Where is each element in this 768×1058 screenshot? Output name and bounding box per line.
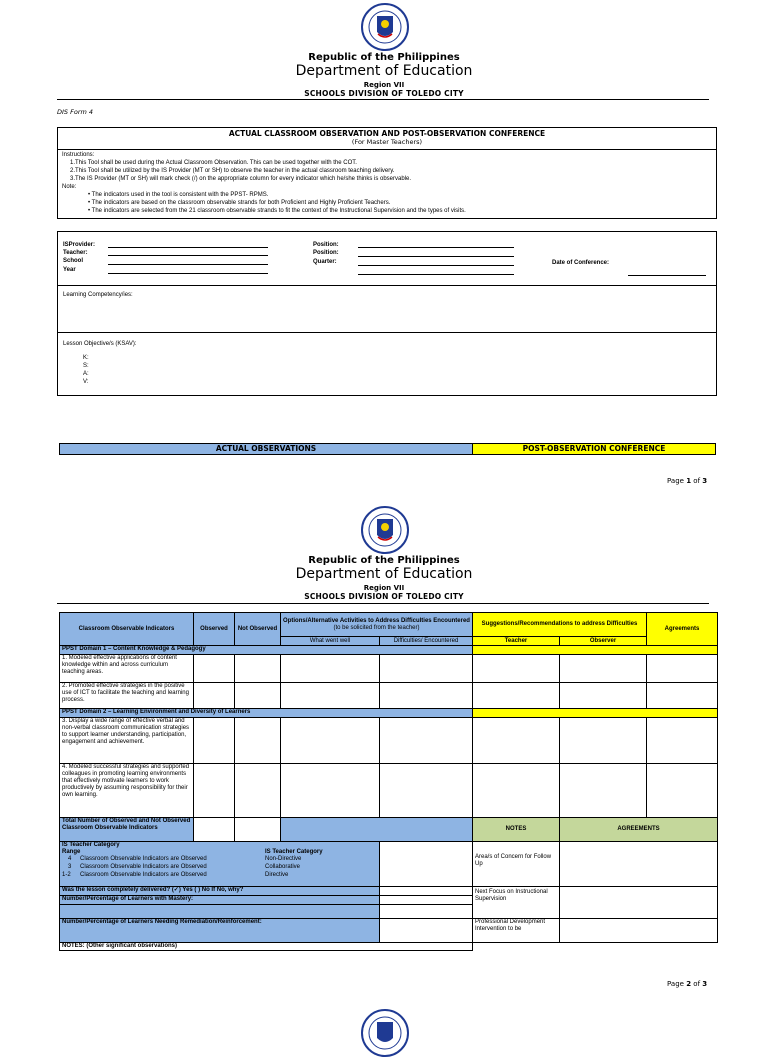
range-row-text: Classroom Observable Indicators are Observed bbox=[80, 872, 207, 878]
region-heading: Region VII bbox=[363, 584, 405, 592]
observer-cell[interactable] bbox=[560, 683, 647, 709]
department-heading: Department of Education bbox=[295, 566, 473, 582]
range-row-text: Classroom Observable Indicators are Observed bbox=[80, 856, 207, 862]
instruction-item: 3.The IS Provider (MT or SH) will mark check (/) on the appropriate column for every indicator which he/she thinks is observable. bbox=[70, 176, 412, 182]
observer-cell[interactable] bbox=[560, 655, 647, 683]
not-observed-cell[interactable] bbox=[235, 683, 281, 709]
division-heading: SCHOOLS DIVISION OF TOLEDO CITY bbox=[304, 89, 464, 98]
details-box bbox=[57, 231, 717, 396]
agreements-cell[interactable] bbox=[647, 718, 718, 764]
indicator-2: 2. Promoted effective strategies in the positive use of ICT to facilitate the teaching and learning process. bbox=[60, 683, 194, 709]
school-label: School bbox=[63, 258, 84, 264]
year-label: Year bbox=[63, 267, 76, 273]
total-indicators-label: Total Number of Observed and Not Observed Classroom Observable Indicators bbox=[60, 818, 194, 842]
teacher-cell[interactable] bbox=[473, 683, 560, 709]
quarter-field-line[interactable] bbox=[358, 274, 514, 275]
indicator-4: 4. Modeled successful strategies and supported colleagues in promoting learning environments that effectively motivate learners to work productively by assuming responsibility for their own learning. bbox=[60, 764, 194, 818]
mastery-field[interactable] bbox=[380, 896, 473, 905]
page-number: Page 1 of 3 bbox=[667, 477, 708, 485]
category-label: IS Teacher Category bbox=[265, 849, 323, 855]
department-heading: Department of Education bbox=[295, 63, 473, 79]
observer-cell[interactable] bbox=[560, 764, 647, 818]
notes-other-blank bbox=[473, 943, 718, 951]
range-row-category: Collaborative bbox=[265, 864, 301, 870]
form-subtitle: (For Master Teachers) bbox=[351, 138, 423, 146]
col-difficulties-header: Difficulties/ Encountered bbox=[380, 637, 473, 646]
areas-concern-field[interactable] bbox=[560, 842, 718, 887]
ksav-a: A: bbox=[83, 371, 89, 377]
went-well-cell[interactable] bbox=[281, 718, 380, 764]
instructions-label: Instructions: bbox=[62, 152, 95, 158]
learning-competency-label: Learning Competency/ies: bbox=[63, 292, 133, 298]
position-field[interactable] bbox=[358, 256, 514, 257]
col-not-observed-header: Not Observed bbox=[235, 613, 281, 646]
note-item: • The indicators are based on the classroom observable strands for both Proficient and Highly Proficient Teachers. bbox=[88, 200, 391, 206]
range-row-text: Classroom Observable Indicators are Observed bbox=[80, 864, 207, 870]
year-field[interactable] bbox=[108, 273, 268, 274]
notes-other-label: NOTES: (Other significant observations) bbox=[60, 943, 473, 951]
category-title: IS Teacher Category bbox=[62, 842, 120, 848]
form-code: DIS Form 4 bbox=[57, 108, 94, 116]
instruction-item: 1.This Tool shall be used during the Actual Classroom Observation. This can be used together with the COT. bbox=[70, 160, 357, 166]
form-title: ACTUAL CLASSROOM OBSERVATION AND POST-OBSERVATION CONFERENCE bbox=[228, 129, 546, 138]
remediation-field[interactable] bbox=[380, 919, 473, 943]
range-label: Range bbox=[62, 849, 81, 855]
domain2-row-yellow bbox=[473, 709, 718, 718]
range-row-category: Non-Directive bbox=[265, 856, 302, 862]
col-suggestions-header: Suggestions/Recommendations to address Difficulties bbox=[473, 613, 647, 637]
position-label: Position: bbox=[313, 250, 339, 256]
quarter-label: Quarter: bbox=[313, 259, 337, 265]
teacher-cell[interactable] bbox=[473, 764, 560, 818]
total-blank-cell bbox=[281, 818, 473, 842]
republic-heading: Republic of the Philippines bbox=[308, 555, 460, 566]
col-observer-header: Observer bbox=[560, 637, 647, 646]
difficulties-cell[interactable] bbox=[380, 718, 473, 764]
remediation-label: Number/Percentage of Learners Needing Remediation/Reinforcement: bbox=[60, 919, 380, 943]
note-item: • The indicators used in the tool is consistent with the PPST- RPMS. bbox=[88, 192, 269, 198]
went-well-cell[interactable] bbox=[281, 655, 380, 683]
mastery-field-extra[interactable] bbox=[380, 905, 473, 919]
teacher-category-cell: IS Teacher Category Range IS Teacher Category 4 Classroom Observable Indicators are Observed Non-Directive 3 Classroom Observable Indicators are Observed Collaborative 1-2 Classroom Observable Indicators are Observed Directive bbox=[60, 842, 380, 887]
lesson-delivered-answer[interactable] bbox=[380, 887, 473, 896]
observed-cell[interactable] bbox=[194, 718, 235, 764]
division-heading: SCHOOLS DIVISION OF TOLEDO CITY bbox=[304, 592, 464, 601]
prof-dev-label: Professional Development Intervention to be bbox=[473, 919, 560, 943]
went-well-cell[interactable] bbox=[281, 683, 380, 709]
ksav-v: V: bbox=[83, 379, 89, 385]
col-agreements-header: Agreements bbox=[647, 613, 718, 646]
areas-concern-label: Area/s of Concern for Follow Up bbox=[473, 842, 560, 887]
difficulties-cell[interactable] bbox=[380, 764, 473, 818]
observed-cell[interactable] bbox=[194, 655, 235, 683]
observation-table bbox=[59, 612, 718, 951]
agreements-cell[interactable] bbox=[647, 683, 718, 709]
mastery-label: Number/Percentage of Learners with Mastery: bbox=[60, 896, 380, 905]
col-teacher-header: Teacher bbox=[473, 637, 560, 646]
position-field[interactable] bbox=[358, 247, 514, 248]
quarter-field[interactable] bbox=[358, 265, 514, 266]
actual-observations-band: ACTUAL OBSERVATIONS bbox=[59, 443, 473, 455]
deped-seal-icon bbox=[360, 2, 410, 52]
post-observation-band: POST-OBSERVATION CONFERENCE bbox=[472, 443, 716, 455]
ksav-s: S: bbox=[83, 363, 89, 369]
domain1-row-yellow bbox=[473, 646, 718, 655]
col-options-header: Options/Alternative Activities to Address Difficulties Encountered (to be solicited from the teacher) bbox=[281, 613, 473, 637]
prof-dev-field[interactable] bbox=[560, 919, 718, 943]
date-conference-label: Date of Conference: bbox=[552, 260, 610, 266]
col-indicators-header: Classroom Observable Indicators bbox=[60, 613, 194, 646]
agreements-cell[interactable] bbox=[647, 655, 718, 683]
not-observed-cell[interactable] bbox=[235, 718, 281, 764]
total-observed-cell[interactable] bbox=[194, 818, 235, 842]
deped-seal-icon bbox=[360, 505, 410, 555]
republic-heading: Republic of the Philippines bbox=[308, 52, 460, 63]
col-went-well-header: What went well bbox=[281, 637, 380, 646]
next-focus-label: Next Focus on Instructional Supervision bbox=[473, 887, 560, 919]
domain1-row: PPST Domain 1 – Content Knowledge & Pedagogy bbox=[60, 646, 473, 655]
range-row-category: Directive bbox=[265, 872, 289, 878]
total-not-observed-cell[interactable] bbox=[235, 818, 281, 842]
went-well-cell[interactable] bbox=[281, 764, 380, 818]
difficulties-cell[interactable] bbox=[380, 655, 473, 683]
instruction-item: 2.This Tool shall be utilized by the IS Provider (MT or SH) to observe the teacher in the actual classroom teaching delivery. bbox=[70, 168, 395, 174]
mastery-blank bbox=[60, 905, 380, 919]
instructions-box bbox=[57, 127, 717, 219]
not-observed-cell[interactable] bbox=[235, 764, 281, 818]
indicator-1: 1. Modeled effective applications of content knowledge within and across curriculum teaching areas. bbox=[60, 655, 194, 683]
teacher-cell[interactable] bbox=[473, 655, 560, 683]
col-observed-header: Observed bbox=[194, 613, 235, 646]
note-label: Note: bbox=[62, 184, 77, 190]
indicator-3: 3. Display a wide range of effective verbal and non-verbal classroom communication strategies to support learner understanding, participation, engagement and achievement. bbox=[60, 718, 194, 764]
header-rule bbox=[57, 99, 709, 100]
observed-cell[interactable] bbox=[194, 764, 235, 818]
teacher-label: Teacher: bbox=[63, 250, 88, 256]
header-rule bbox=[57, 603, 709, 604]
region-heading: Region VII bbox=[363, 81, 405, 89]
observer-cell[interactable] bbox=[560, 718, 647, 764]
date-conference-field[interactable] bbox=[628, 275, 706, 276]
category-result-cell[interactable] bbox=[380, 842, 473, 887]
difficulties-cell[interactable] bbox=[380, 683, 473, 709]
lesson-objectives-label: Lesson Objective/s (KSAV): bbox=[63, 341, 137, 347]
position-label: Position: bbox=[313, 242, 339, 248]
agreements-cell[interactable] bbox=[647, 764, 718, 818]
lesson-delivered-question: Was the lesson completely delivered? (✓) Yes ( ) No If No, why? bbox=[60, 887, 380, 896]
teacher-cell[interactable] bbox=[473, 718, 560, 764]
observed-cell[interactable] bbox=[194, 683, 235, 709]
is-provider-label: ISProvider: bbox=[63, 242, 96, 248]
next-focus-field[interactable] bbox=[560, 887, 718, 919]
is-provider-field[interactable] bbox=[108, 247, 268, 248]
not-observed-cell[interactable] bbox=[235, 655, 281, 683]
teacher-field[interactable] bbox=[108, 255, 268, 256]
note-item: • The indicators are selected from the 21 classroom observable strands to fit the context of the Instructional Supervision and the types of visits. bbox=[88, 208, 466, 214]
school-field[interactable] bbox=[108, 264, 268, 265]
notes-header: NOTES bbox=[473, 818, 560, 842]
page-number: Page 2 of 3 bbox=[667, 980, 708, 988]
deped-seal-icon bbox=[360, 1008, 410, 1058]
agreements-header: AGREEMENTS bbox=[560, 818, 718, 842]
domain2-row: PPST Domain 2 – Learning Environment and Diversity of Learners bbox=[60, 709, 473, 718]
ksav-k: K: bbox=[83, 355, 89, 361]
